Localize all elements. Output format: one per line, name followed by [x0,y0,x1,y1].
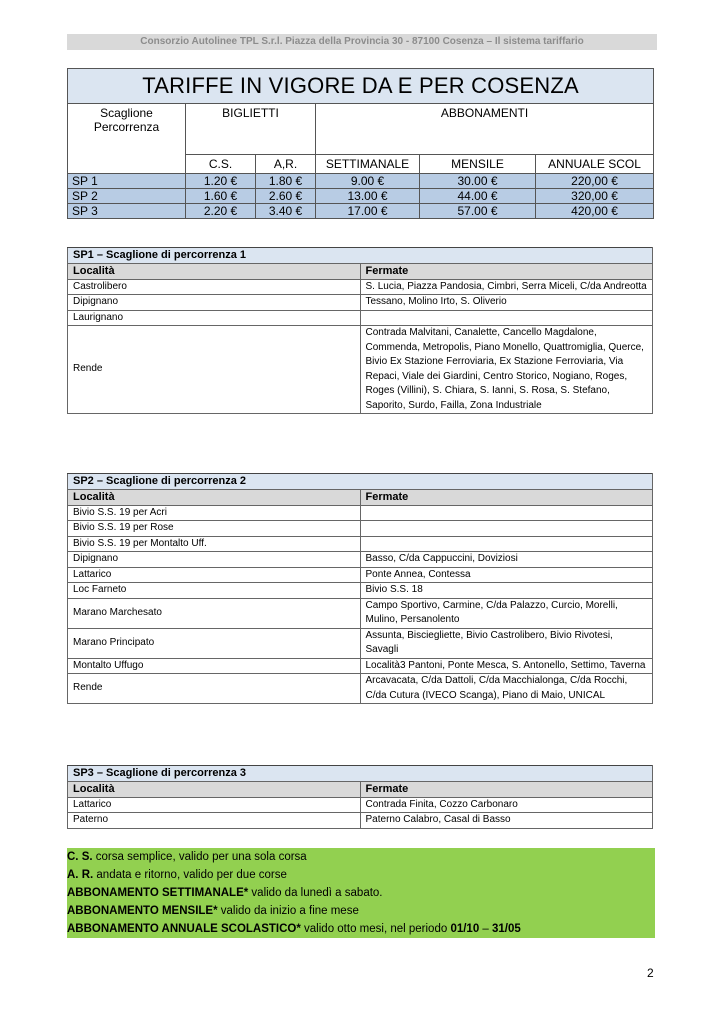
legend-term: ABBONAMENTO SETTIMANALE* [67,887,249,899]
header-scaglione: Scaglione Percorrenza [68,104,186,174]
header-ar: A,R. [256,155,316,174]
sp2-header-fermate: Fermate [360,489,653,505]
legend-desc: valido otto mesi, nel periodo [300,923,451,935]
table-row [68,598,653,628]
tariff-row [68,204,654,219]
legend-line [67,848,655,866]
tariff-cell: 17.00 € [316,204,420,219]
sp2-table [67,473,653,704]
header-annuale: ANNUALE SCOL [536,155,654,174]
header-cs: C.S. [186,155,256,174]
table-row [68,505,653,521]
fermate-cell: Località3 Pantoni, Ponte Mesca, S. Antonello, Settimo, Taverna [360,658,653,674]
localita-cell: Dipignano [68,552,361,568]
tariff-cell: 420,00 € [536,204,654,219]
tariff-cell: 320,00 € [536,189,654,204]
localita-cell: Marano Marchesato [68,598,361,628]
table-row [68,628,653,658]
fermate-cell: Basso, C/da Cappuccini, Doviziosi [360,552,653,568]
fermate-cell: Bivio S.S. 18 [360,583,653,599]
table-row [68,279,653,295]
tariff-cell: SP 3 [68,204,186,219]
fermate-cell: Contrada Finita, Cozzo Carbonaro [360,797,653,813]
tariff-row [68,189,654,204]
sp3-table [67,765,653,829]
tariff-cell: 3.40 € [256,204,316,219]
table-row [68,567,653,583]
header-abbonamenti: ABBONAMENTI [316,104,654,155]
tariff-cell: 30.00 € [420,174,536,189]
legend-term: ABBONAMENTO MENSILE* [67,905,218,917]
localita-cell: Castrolibero [68,279,361,295]
sp1-table [67,247,653,414]
tariff-row [68,174,654,189]
fermate-cell: Arcavacata, C/da Dattoli, C/da Macchialonga, C/da Rocchi, C/da Cutura (IVECO Scanga), Piano di Maio, UNICAL [360,674,653,704]
fermate-cell [360,310,653,326]
table-row [68,536,653,552]
header-mensile: MENSILE [420,155,536,174]
legend-line [67,920,655,938]
sp3-header-localita: Località [68,781,361,797]
legend-box [67,848,655,938]
tariff-cell: 220,00 € [536,174,654,189]
tariff-cell: SP 1 [68,174,186,189]
legend-desc: valido da inizio a fine mese [217,905,359,917]
fermate-cell: Campo Sportivo, Carmine, C/da Palazzo, Curcio, Morelli, Mulino, Persanolento [360,598,653,628]
localita-cell: Paterno [68,813,361,829]
legend-date-from: 01/10 [450,923,480,935]
legend-desc: andata e ritorno, valido per due corse [93,869,287,881]
tariff-cell: 57.00 € [420,204,536,219]
tariff-cell: 44.00 € [420,189,536,204]
tariff-cell: SP 2 [68,189,186,204]
localita-cell: Rende [68,326,361,414]
tariff-cell: 1.20 € [186,174,256,189]
fermate-cell: S. Lucia, Piazza Pandosia, Cimbri, Serra Miceli, C/da Andreotta [360,279,653,295]
fermate-cell [360,521,653,537]
localita-cell: Bivio S.S. 19 per Rose [68,521,361,537]
fermate-cell: Assunta, Bisciegliette, Bivio Castrolibero, Bivio Rivotesi, Savagli [360,628,653,658]
tariff-table [67,68,654,219]
tariff-cell: 13.00 € [316,189,420,204]
fermate-cell [360,505,653,521]
sp3-title: SP3 – Scaglione di percorrenza 3 [68,766,653,782]
table-row [68,583,653,599]
header-biglietti: BIGLIETTI [186,104,316,155]
sp1-title: SP1 – Scaglione di percorrenza 1 [68,248,653,264]
header-settimanale: SETTIMANALE [316,155,420,174]
legend-term: ABBONAMENTO ANNUALE SCOLASTICO* [67,923,301,935]
tariff-cell: 2.20 € [186,204,256,219]
tariff-cell: 9.00 € [316,174,420,189]
legend-desc: valido da lunedì a sabato. [248,887,383,899]
table-row [68,295,653,311]
legend-line [67,884,655,902]
fermate-cell: Paterno Calabro, Casal di Basso [360,813,653,829]
table-row [68,521,653,537]
fermate-cell: Tessano, Molino Irto, S. Oliverio [360,295,653,311]
sp3-header-fermate: Fermate [360,781,653,797]
localita-cell: Montalto Uffugo [68,658,361,674]
legend-term: C. S. [67,851,93,863]
legend-line [67,902,655,920]
localita-cell: Marano Principato [68,628,361,658]
tariff-title: TARIFFE IN VIGORE DA E PER COSENZA [68,69,654,104]
table-row [68,552,653,568]
localita-cell: Bivio S.S. 19 per Acri [68,505,361,521]
table-row [68,674,653,704]
localita-cell: Bivio S.S. 19 per Montalto Uff. [68,536,361,552]
localita-cell: Lattarico [68,567,361,583]
table-row [68,658,653,674]
table-row [68,310,653,326]
legend-desc: corsa semplice, valido per una sola corsa [92,851,307,863]
legend-term: A. R. [67,869,94,881]
tariff-cell: 1.80 € [256,174,316,189]
sp1-header-fermate: Fermate [360,263,653,279]
legend-dash: – [479,923,493,935]
tariff-cell: 2.60 € [256,189,316,204]
localita-cell: Lattarico [68,797,361,813]
legend-line [67,866,655,884]
tariff-cell: 1.60 € [186,189,256,204]
fermate-cell: Contrada Malvitani, Canalette, Cancello Magdalone, Commenda, Metropolis, Piano Monello, Quattromiglia, Querce, Bivio Ex Stazione Ferroviaria, Ex Stazione Ferroviaria, Via Repaci, Viale dei Giardini, Centro Storico, Nogiano, Roges, Roges (Villini), S. Chiara, S. Ianni, S. Rosa, S. Stefano, Saporito, Surdo, Failla, Zona Industriale [360,326,653,414]
legend-date-to: 31/05 [492,923,521,935]
table-row [68,326,653,414]
page-header: Consorzio Autolinee TPL S.r.l. Piazza della Provincia 30 - 87100 Cosenza – Il sistema tariffario [67,34,657,50]
localita-cell: Rende [68,674,361,704]
fermate-cell: Ponte Annea, Contessa [360,567,653,583]
table-row [68,813,653,829]
localita-cell: Loc Farneto [68,583,361,599]
sp1-header-localita: Località [68,263,361,279]
table-row [68,797,653,813]
fermate-cell [360,536,653,552]
localita-cell: Dipignano [68,295,361,311]
localita-cell: Laurignano [68,310,361,326]
sp2-header-localita: Località [68,489,361,505]
sp2-title: SP2 – Scaglione di percorrenza 2 [68,474,653,490]
page-number: 2 [647,966,654,980]
